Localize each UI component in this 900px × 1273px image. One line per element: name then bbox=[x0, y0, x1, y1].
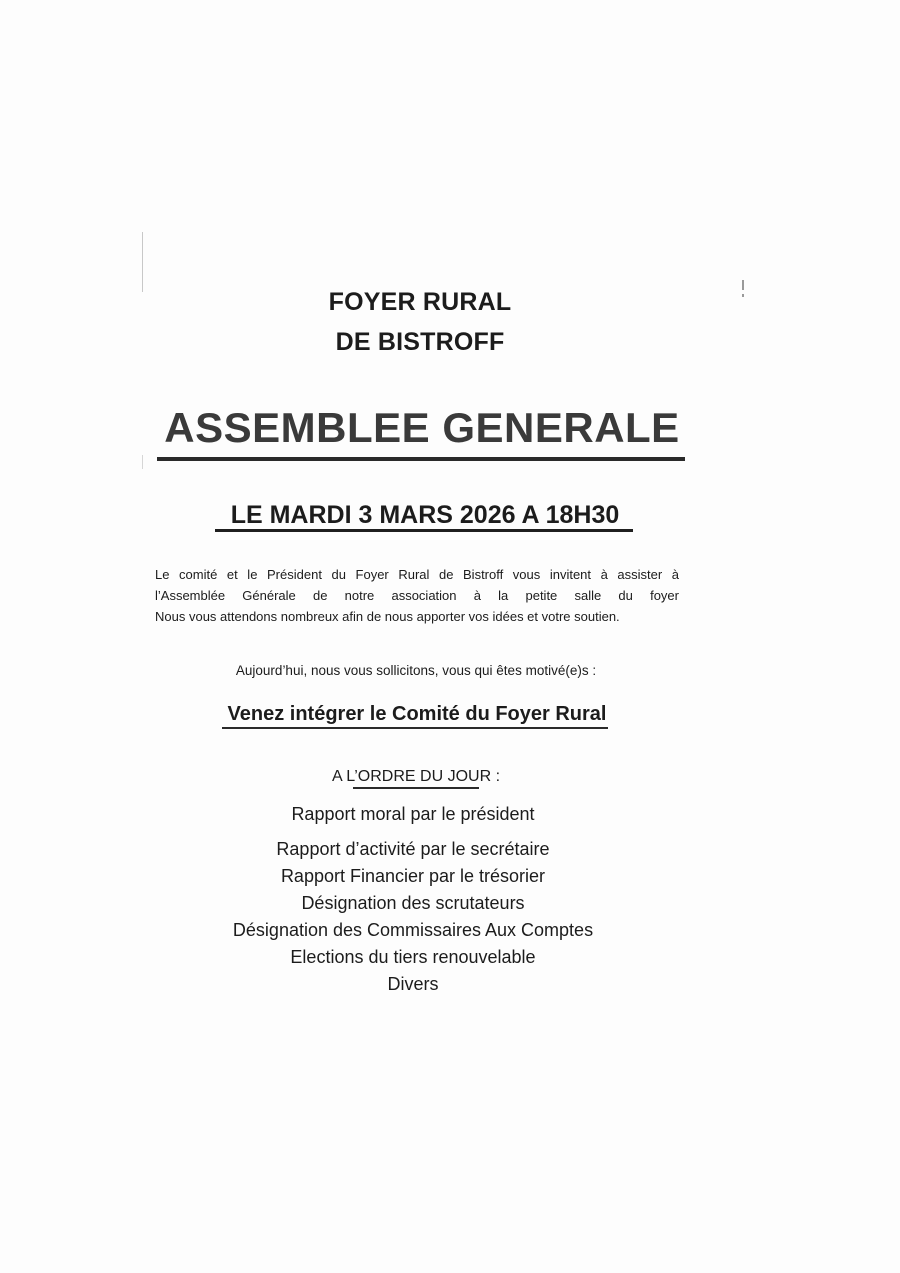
document-title: ASSEMBLEE GENERALE bbox=[164, 404, 680, 451]
solicitation-text: Aujourd’hui, nous vous sollicitons, vous qui êtes motivé(e)s : bbox=[235, 663, 597, 678]
call-to-action: Venez intégrer le Comité du Foyer Rural bbox=[227, 703, 607, 725]
scan-artifact bbox=[142, 232, 143, 292]
organization-name-line-2: DE BISTROFF bbox=[335, 328, 505, 356]
agenda-item: Elections du tiers renouvelable bbox=[290, 947, 536, 967]
agenda-item: Rapport Financier par le trésorier bbox=[280, 866, 546, 886]
invitation-line: Le comité et le Président du Foyer Rural de Bistroff vous invitent à assister à bbox=[155, 567, 679, 582]
agenda-heading: A L’ORDRE DU JOUR : bbox=[331, 768, 501, 785]
agenda-item: Rapport d’activité par le secrétaire bbox=[276, 839, 550, 859]
title-underline bbox=[157, 457, 685, 461]
agenda-item: Rapport moral par le président bbox=[291, 804, 535, 824]
invitation-line: Nous vous attendons nombreux afin de nous apporter vos idées et votre soutien. bbox=[155, 609, 620, 624]
agenda-heading-underline bbox=[353, 787, 479, 789]
agenda-item: Désignation des scrutateurs bbox=[301, 893, 525, 913]
meeting-date: LE MARDI 3 MARS 2026 A 18H30 bbox=[230, 501, 620, 529]
agenda-list bbox=[0, 802, 826, 999]
date-underline bbox=[215, 529, 633, 532]
invitation-paragraph bbox=[155, 564, 679, 627]
organization-name-line-1: FOYER RURAL bbox=[328, 288, 512, 316]
invitation-line: l’Assemblée Générale de notre association à la petite salle du foyer bbox=[155, 588, 679, 603]
agenda-item: Divers bbox=[387, 974, 439, 994]
agenda-item: Désignation des Commissaires Aux Comptes bbox=[232, 920, 594, 940]
scan-artifact bbox=[142, 455, 143, 469]
call-to-action-underline bbox=[222, 727, 608, 729]
